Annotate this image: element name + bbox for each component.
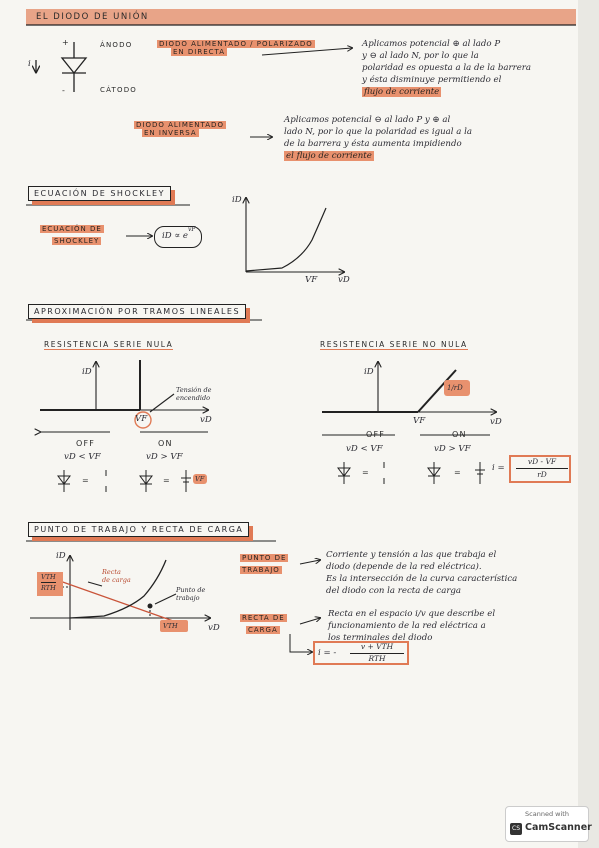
left-vf-badge: VF [195, 475, 205, 483]
shockley-axis-x: vD [338, 275, 350, 285]
right-slope: 1/rD [447, 384, 463, 392]
work-axis-x: vD [208, 623, 220, 633]
right-formula-num: vD - VF [516, 456, 568, 469]
left-title: RESISTENCIA SERIE NULA [44, 340, 174, 349]
left-eq1: = [82, 476, 90, 485]
right-formula-lhs: i = [492, 463, 505, 473]
piecewise-right-graph [322, 362, 496, 435]
shockley-graph [246, 198, 344, 272]
camscanner-logo-icon: CS [510, 823, 522, 835]
diode-symbol-icon [36, 42, 86, 92]
point-text: Corriente y tensión a las que trabaja el diodo (depende de la red eléctrica). Es la intersección de la curva característica del diodo con la recta de carga [326, 550, 518, 596]
direct-label-line2: EN DIRECTA [173, 48, 226, 56]
work-point-label: Punto de trabajo [176, 586, 206, 602]
work-ylabel: VTH RTH [41, 573, 56, 592]
direct-label-line1: DIODO ALIMENTADO / POLARIZADO [159, 40, 313, 48]
piecewise-heading: APROXIMACIÓN POR TRAMOS LINEALES [28, 304, 246, 319]
work-xlabel: VTH [163, 622, 178, 630]
right-title: RESISTENCIA SERIE NO NULA [320, 340, 468, 349]
left-eq2: = [163, 476, 171, 485]
right-tick: VF [413, 416, 426, 426]
shockley-heading: ECUACIÓN DE SHOCKLEY [28, 186, 171, 201]
direct-label [157, 40, 315, 56]
camscanner-badge: Scanned with CS CamScanner [505, 806, 589, 842]
shockley-axis-y: iD [232, 195, 242, 205]
plus-sign: + [62, 38, 70, 47]
work-line-label: Recta de carga [102, 568, 131, 584]
right-cond-off: vD < VF [346, 444, 383, 454]
line-text: Recta en el espacio i/v que describe el funcionamiento de la red eléctrica a los terminales del diodo [328, 609, 496, 643]
direct-text: Aplicamos potencial ⊕ al lado P y ⊖ al lado N, por lo que la polaridad es opuesta a la de la barrera y ésta disminuye permitiendo el flujo de corriente [362, 39, 532, 97]
left-annotation: Tensión de encendido [176, 386, 212, 402]
right-cond-on: vD > VF [434, 444, 471, 454]
left-cond-on: vD > VF [146, 452, 183, 462]
reverse-label-line1: DIODO ALIMENTADO [136, 121, 224, 129]
page-title: EL DIODO DE UNIÓN [36, 12, 149, 22]
right-off: OFF [366, 430, 386, 439]
reverse-text: Aplicamos potencial ⊖ al lado P y ⊕ al lado N, por lo que la polaridad es igual a la de la barrera y ésta aumenta impidiendo el flujo de corriente [284, 115, 472, 161]
right-eq2: = [454, 468, 462, 477]
right-axis-y: iD [364, 367, 374, 377]
left-tick: VF [135, 414, 148, 424]
line-formula-den: RTH [368, 654, 386, 663]
right-eq1: = [362, 468, 370, 477]
left-on: ON [158, 439, 173, 448]
diode-off-icon-right [338, 462, 384, 484]
minus-sign: - [62, 86, 67, 95]
reverse-label-line2: EN INVERSA [144, 129, 197, 137]
right-formula-den: rD [537, 470, 547, 479]
left-cond-off: vD < VF [64, 452, 101, 462]
line-formula-num: v + VTH [350, 641, 404, 654]
current-label: i [28, 59, 31, 69]
shockley-tick-x: VF [305, 275, 318, 285]
work-axis-y: iD [56, 551, 66, 561]
shockley-label: ECUACIÓN DE SHOCKLEY [42, 225, 102, 245]
shockley-formula: iD ∝ e vF [154, 226, 202, 248]
point-label: PUNTO DE TRABAJO [242, 554, 287, 574]
right-axis-x: vD [490, 417, 502, 427]
cathode-label: CÁTODO [100, 86, 138, 94]
line-label: RECTA DE CARGA [242, 614, 285, 634]
left-axis-y: iD [82, 367, 92, 377]
line-formula-lhs: i = - [318, 648, 337, 658]
right-on: ON [452, 430, 467, 439]
left-axis-x: vD [200, 415, 212, 425]
reverse-label [134, 121, 226, 137]
left-off: OFF [76, 439, 96, 448]
anode-label: ÁNODO [100, 41, 133, 49]
work-heading: PUNTO DE TRABAJO Y RECTA DE CARGA [28, 522, 249, 537]
